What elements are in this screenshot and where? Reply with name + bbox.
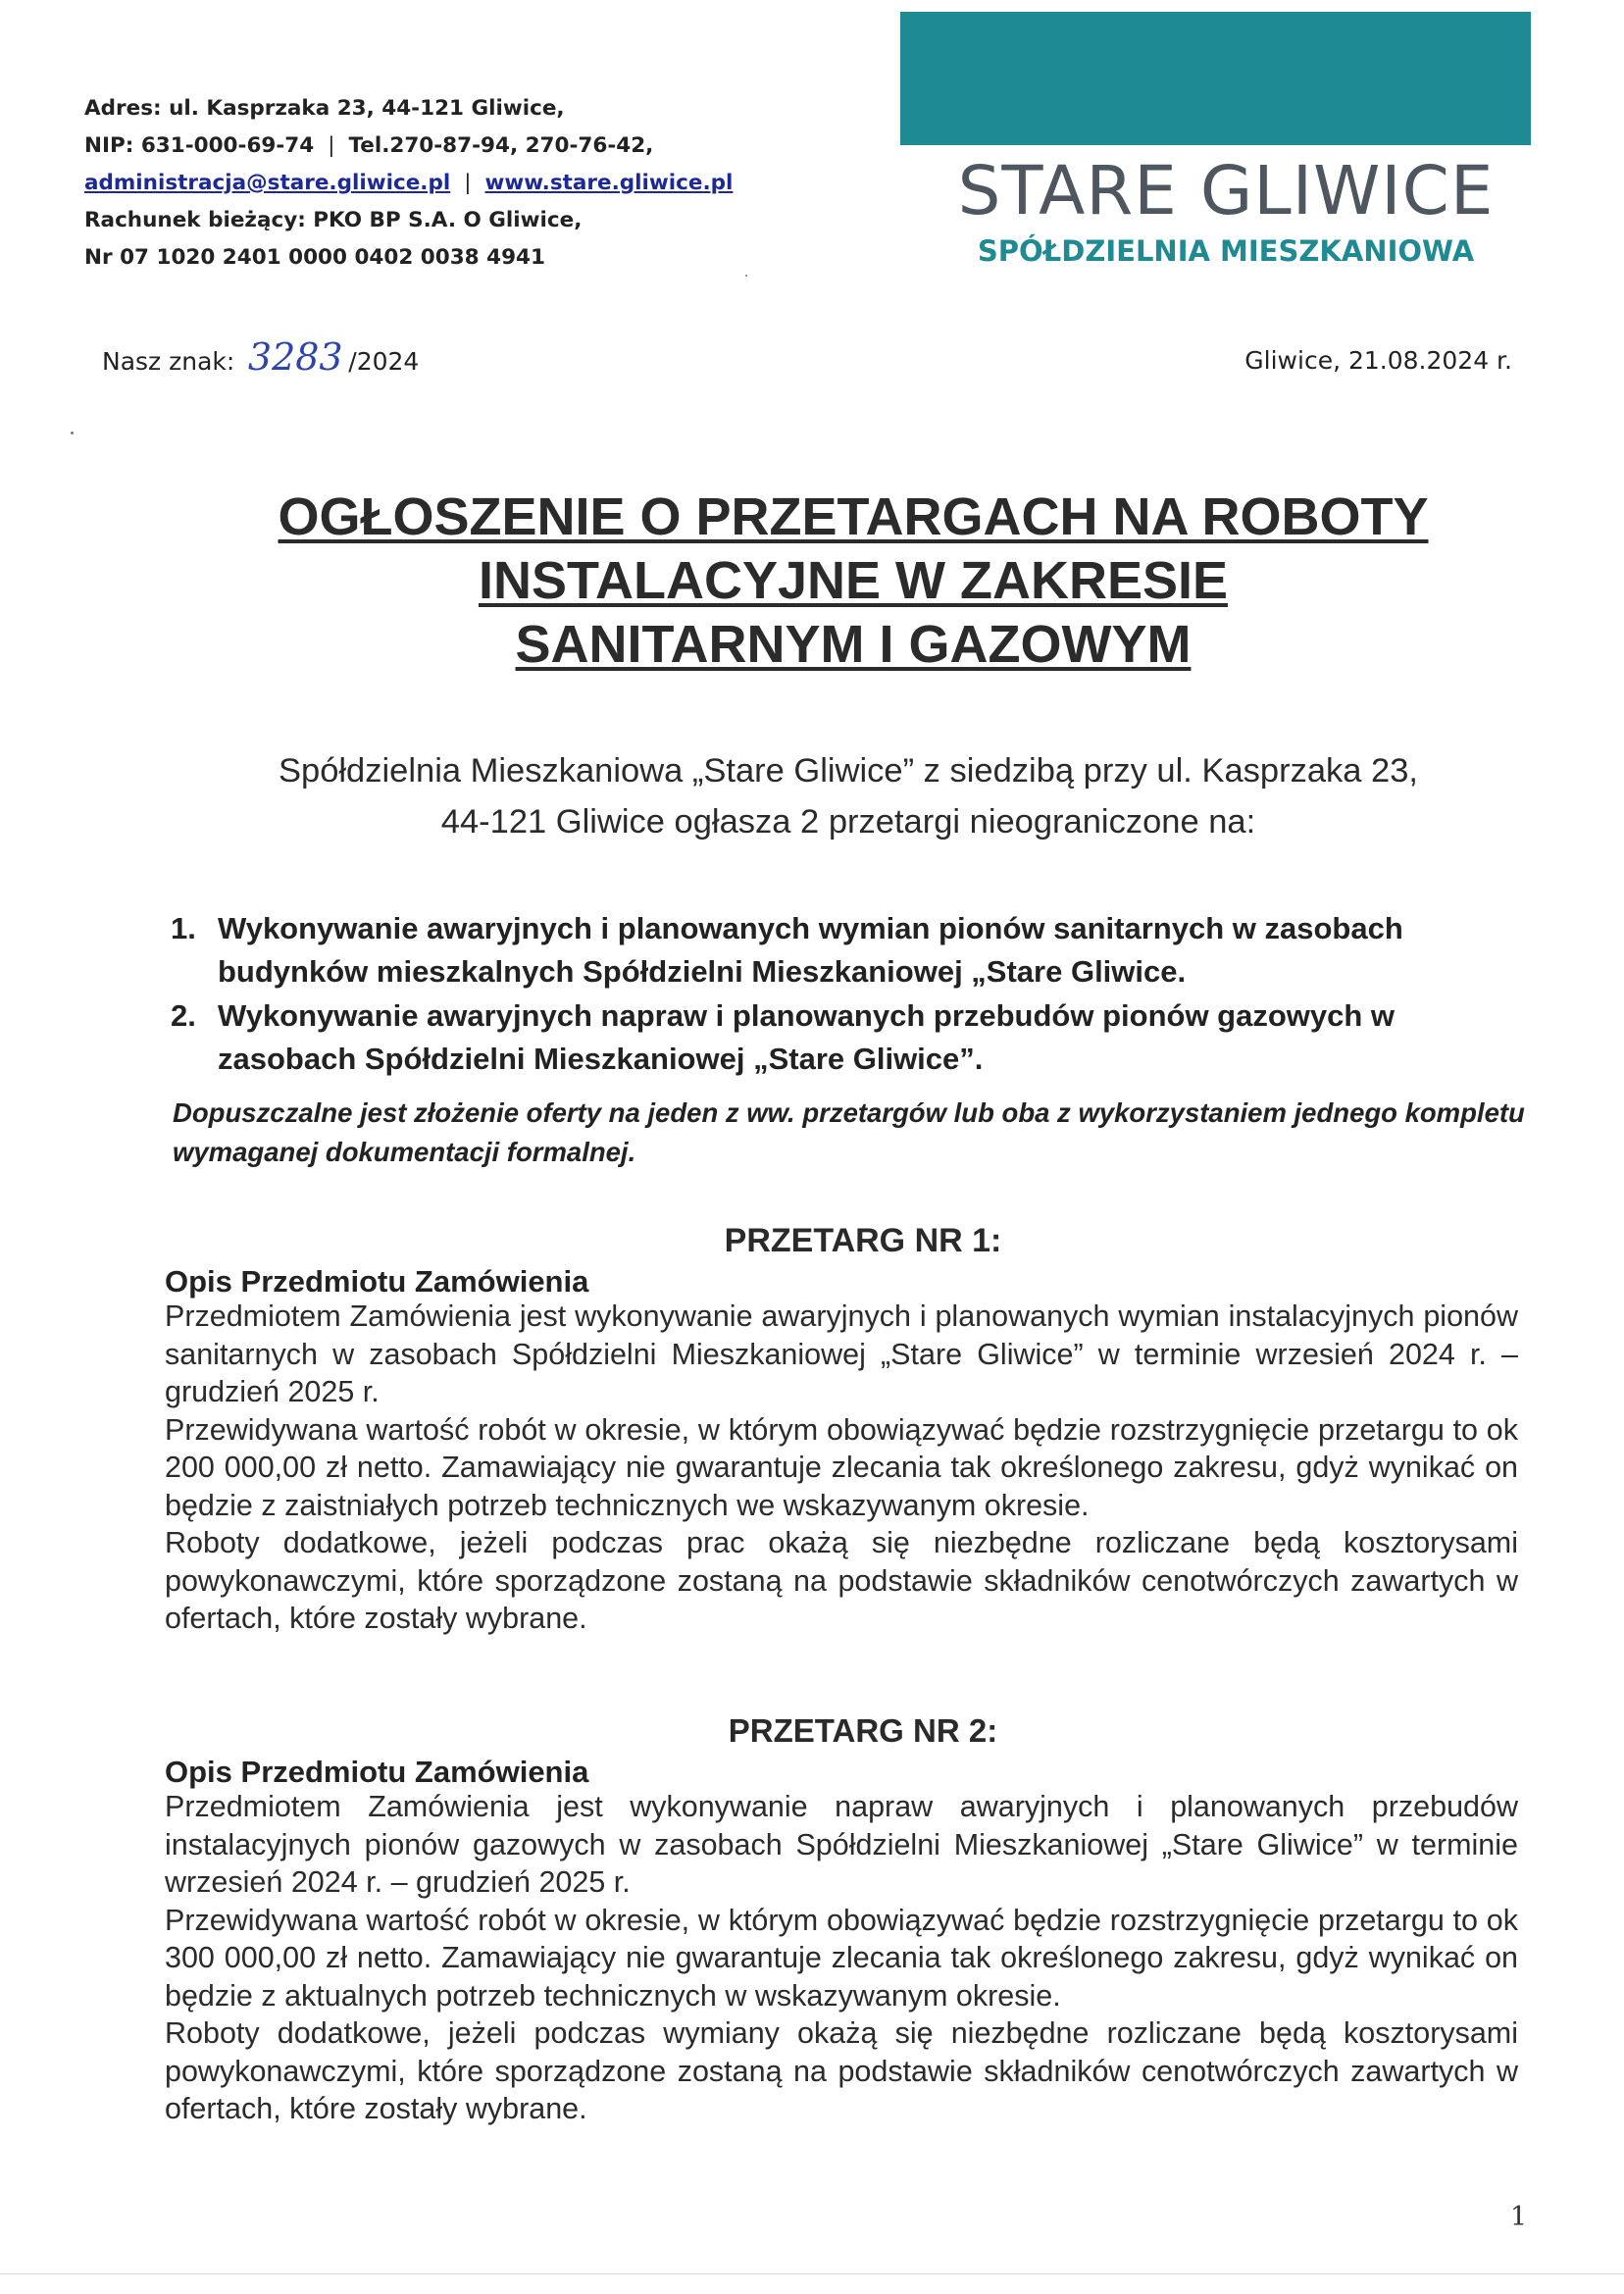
scan-speck	[745, 275, 747, 277]
tender-2-description	[165, 1788, 1518, 2128]
logo-name: STARE GLIWICE	[957, 152, 1495, 230]
scan-speck	[71, 432, 74, 434]
list-item-text: Wykonywanie awaryjnych i planowanych wymian pionów sanitarnych w zasobach budynków mieszkalnych Spółdzielni Mieszkaniowej „Stare Gliwice.	[218, 911, 1403, 989]
logo-subtitle: SPÓŁDZIELNIA MIESZKANIOWA	[977, 234, 1475, 268]
list-item	[171, 907, 1534, 994]
bank-line: Rachunek bieżący: PKO BP S.A. O Gliwice,	[84, 208, 583, 232]
document-date: Gliwice, 21.08.2024 r.	[1244, 346, 1512, 375]
logo-banner	[900, 12, 1531, 145]
list-item-number: 2.	[171, 998, 196, 1033]
tender-2-paragraph-1: Przedmiotem Zamówienia jest wykonywanie napraw awaryjnych i planowanych przebudów instalacyjnych pionów gazowych w zasobach Spółdzielni Mieszkaniowej „Stare Gliwice” w terminie wrzesień 2024 r. – grudzień 2025 r.	[165, 1790, 1518, 1899]
list-item-text: Wykonywanie awaryjnych napraw i planowanych przebudów pionów gazowych w zasobach Spółdzielni Mieszkaniowej „Stare Gliwice”.	[218, 998, 1396, 1076]
tender-2-paragraph-3: Roboty dodatkowe, jeżeli podczas wymiany okażą się niezbędne rozliczane będą kosztorysami powykonawczymi, które sporządzone zostaną na podstawie składników cenotwórczych zawartych w ofertach, które zostały wybrane.	[165, 2016, 1518, 2125]
nip: NIP: 631-000-69-74	[84, 133, 315, 158]
tender-1-subheading: Opis Przedmiotu Zamówienia	[165, 1264, 589, 1299]
contact-links-line	[84, 165, 733, 202]
scan-bottom-edge	[0, 2273, 1624, 2274]
announcement-title	[147, 485, 1559, 677]
title-line-2: INSTALACYJNE W ZAKRESIE	[478, 551, 1229, 610]
reference-label: Nasz znak:	[102, 347, 235, 376]
intro-line-1: Spółdzielnia Mieszkaniowa „Stare Gliwice” z siedzibą przy ul. Kasprzaka 23,	[279, 752, 1418, 790]
page-number: 1	[1510, 2202, 1528, 2232]
offer-note: Dopuszczalne jest złożenie oferty na jeden z ww. przetargów lub oba z wykorzystaniem jednego kompletu wymaganej dokumentacji formalnej.	[173, 1097, 1525, 1167]
reference-year: /2024	[348, 347, 420, 376]
tender-1-paragraph-2: Przewidywana wartość robót w okresie, w którym obowiązywać będzie rozstrzygnięcie przetargu to ok 200 000,00 zł netto. Zamawiający nie gwarantuje zlecania tak określonego zakresu, gdyż wynikać on będzie z zaistniałych potrzeb technicznych we wskazywanym okresie.	[165, 1412, 1518, 1522]
list-item-number: 1.	[171, 911, 196, 945]
tender-2-subheading: Opis Przedmiotu Zamówienia	[165, 1755, 589, 1789]
title-line-1: OGŁOSZENIE O PRZETARGACH NA ROBOTY	[278, 487, 1429, 546]
sender-address-block	[84, 90, 733, 277]
email-link[interactable]: administracja@stare.gliwice.pl	[84, 171, 451, 195]
separator: |	[328, 133, 335, 158]
tender-1-heading: PRZETARG NR 1:	[724, 1222, 1002, 1259]
tender-1-description	[165, 1298, 1518, 1638]
address-line: Adres: ul. Kasprzaka 23, 44-121 Gliwice,	[84, 96, 565, 121]
reference-number	[102, 337, 419, 382]
tender-1-paragraph-1: Przedmiotem Zamówienia jest wykonywanie awaryjnych i planowanych wymian instalacyjnych pionów sanitarnych w zasobach Spółdzielni Mieszkaniowej „Stare Gliwice” w terminie wrzesień 2024 r. – grudzień 2025 r.	[165, 1300, 1518, 1408]
title-line-3: SANITARNYM I GAZOWYM	[515, 615, 1192, 674]
list-item	[171, 994, 1534, 1081]
intro-line-2: 44-121 Gliwice ogłasza 2 przetargi nieograniczone na:	[440, 803, 1256, 841]
tender-2-heading: PRZETARG NR 2:	[728, 1712, 998, 1749]
tender-list	[171, 907, 1534, 1082]
account-line: Nr 07 1020 2401 0000 0402 0038 4941	[84, 245, 545, 270]
tender-1-paragraph-3: Roboty dodatkowe, jeżeli podczas prac okażą się niezbędne rozliczane będą kosztorysami powykonawczymi, które sporządzone zostaną na podstawie składników cenotwórczych zawartych w ofertach, które zostały wybrane.	[165, 1526, 1518, 1635]
intro-paragraph	[157, 745, 1540, 847]
handwritten-number: 3283	[247, 335, 343, 379]
separator: |	[464, 171, 472, 195]
tender-2-paragraph-2: Przewidywana wartość robót w okresie, w którym obowiązywać będzie rozstrzygnięcie przetargu to ok 300 000,00 zł netto. Zamawiający nie gwarantuje zlecania tak określonego zakresu, gdyż wynikać on będzie z aktualnych potrzeb technicznych w wskazywanym okresie.	[165, 1903, 1518, 2013]
nip-phone-line	[84, 127, 733, 165]
phone: Tel.270-87-94, 270-76-42,	[348, 133, 654, 158]
website-link[interactable]: www.stare.gliwice.pl	[484, 171, 734, 195]
